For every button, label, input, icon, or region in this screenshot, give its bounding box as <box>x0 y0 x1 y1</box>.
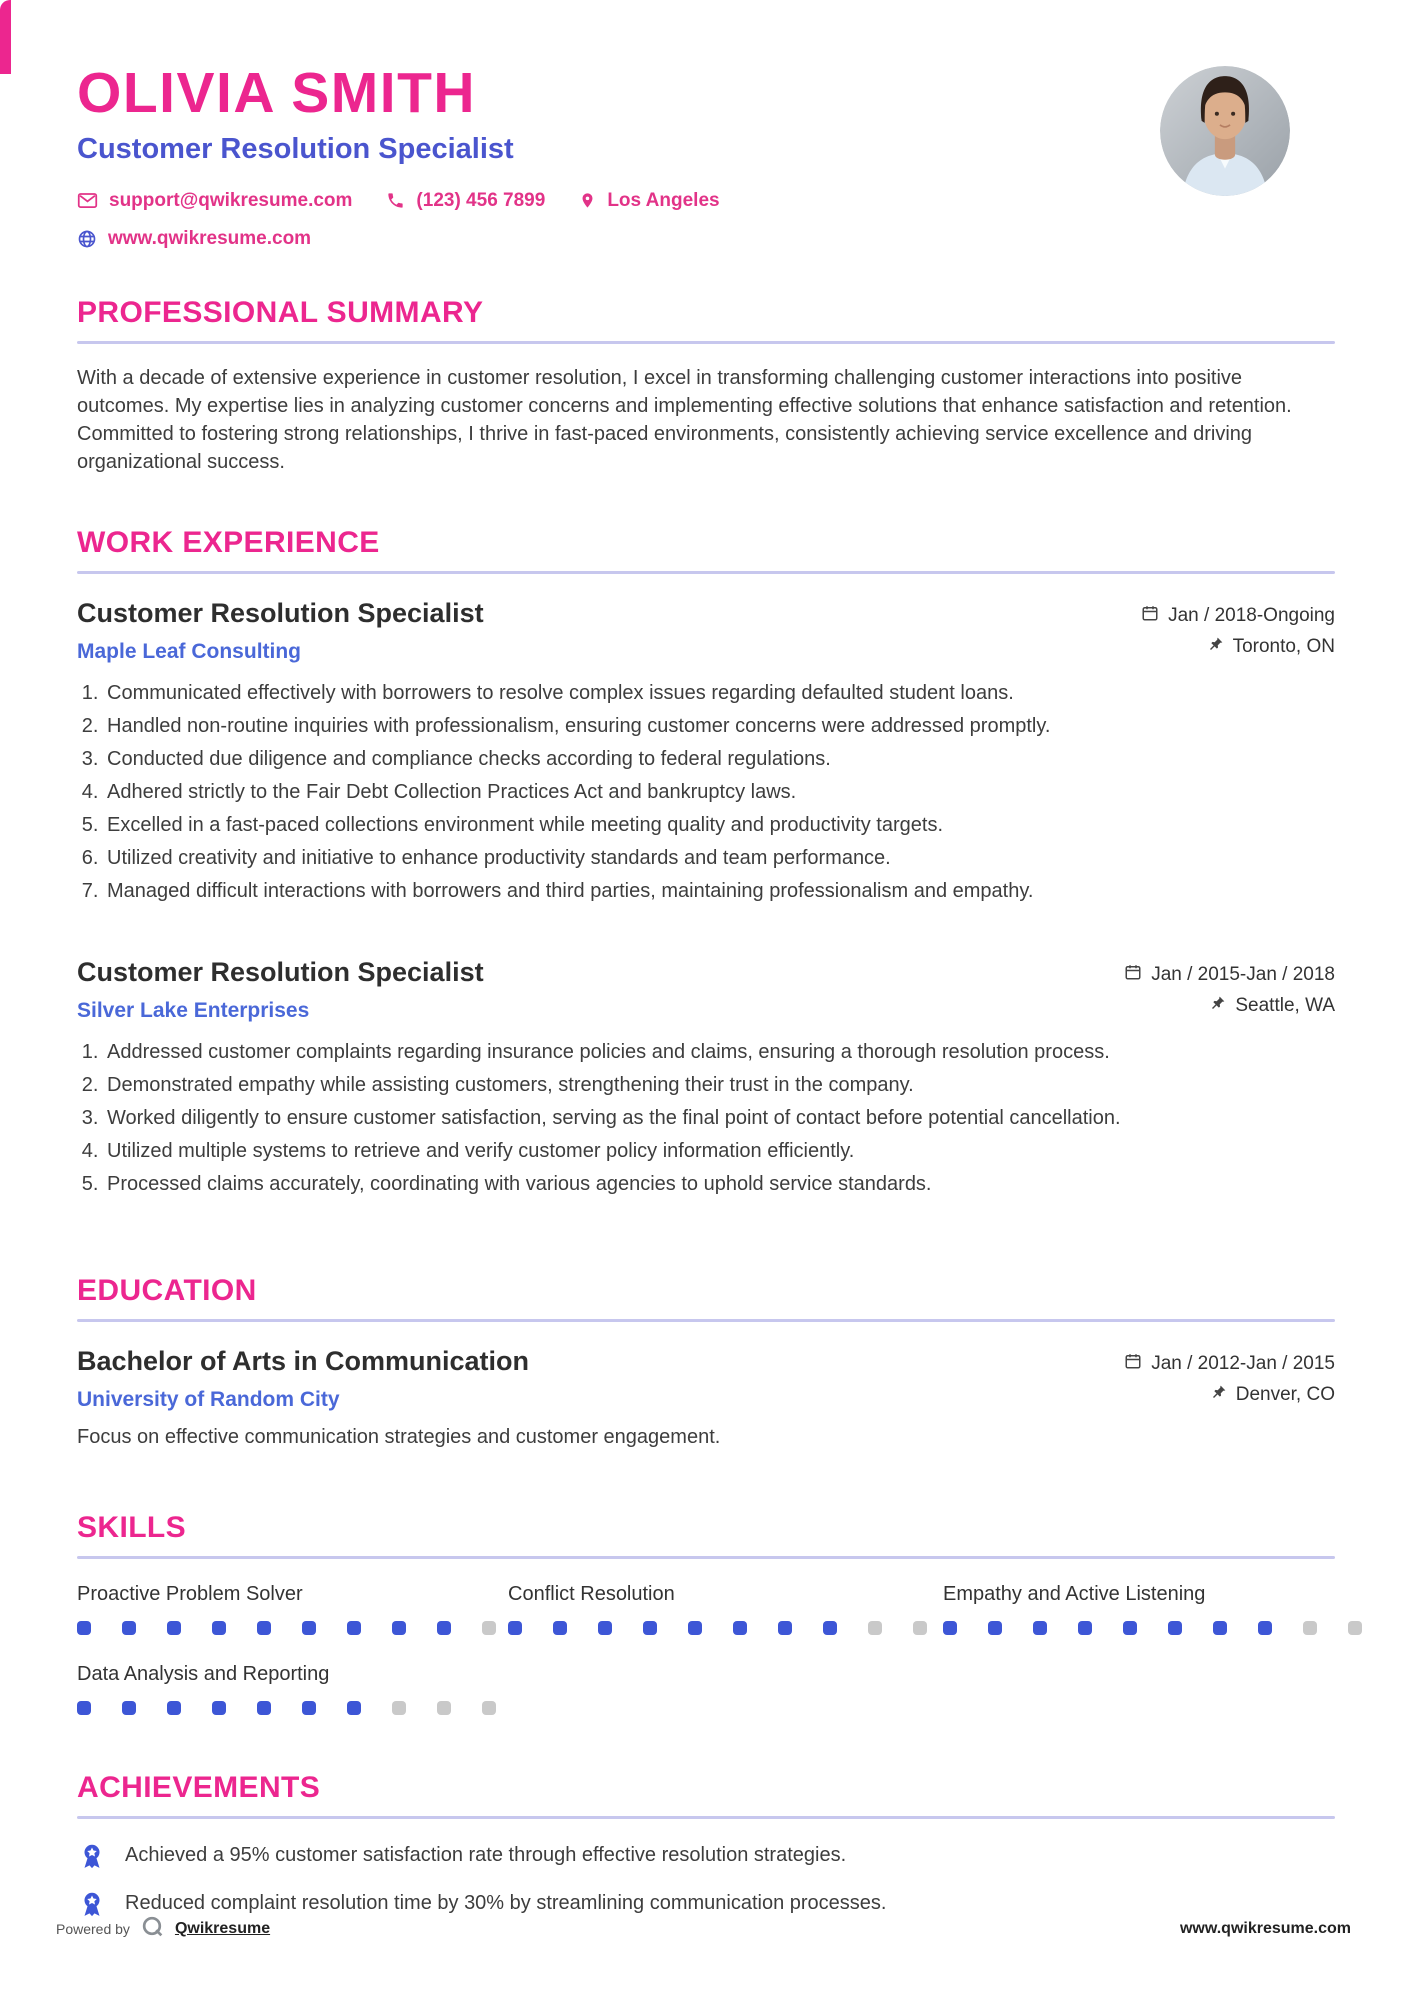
rating-dot-filled <box>778 1621 792 1635</box>
rating-dot-filled <box>1213 1621 1227 1635</box>
job-title: Customer Resolution Specialist <box>77 597 484 628</box>
globe-icon <box>77 229 97 249</box>
rating-dot-filled <box>598 1621 612 1635</box>
qwikresume-logo-icon <box>140 1914 165 1944</box>
skill-name: Data Analysis and Reporting <box>77 1662 330 1685</box>
degree-row <box>77 1346 1335 1377</box>
calendar-icon <box>1141 604 1159 628</box>
candidate-title: Customer Resolution Specialist <box>77 132 514 165</box>
job-title-row <box>77 598 1335 629</box>
rating-dot-filled <box>257 1701 271 1715</box>
education-heading: EDUCATION <box>77 1273 257 1307</box>
job-company: Silver Lake Enterprises <box>77 998 310 1022</box>
education-location <box>1211 1384 1335 1406</box>
rating-dot-filled <box>1078 1621 1092 1635</box>
job-bullet: 4. Adhered strictly to the Fair Debt Collection Practices Act and bankruptcy laws. <box>104 779 1335 806</box>
school-row <box>77 1379 1335 1412</box>
rating-dot-filled <box>1033 1621 1047 1635</box>
job-entry <box>77 598 1335 905</box>
rating-dot-empty <box>392 1701 406 1715</box>
job-dates <box>1124 963 1335 987</box>
footer <box>56 1914 1351 1944</box>
job-title: Customer Resolution Specialist <box>77 956 484 987</box>
rating-dot-empty <box>913 1621 927 1635</box>
job-location <box>1210 995 1335 1017</box>
phone-link[interactable] <box>386 190 545 212</box>
pushpin-icon <box>1210 995 1226 1017</box>
job-location-text: Toronto, ON <box>1232 636 1335 658</box>
rating-dot-empty <box>1348 1621 1362 1635</box>
skill-name: Empathy and Active Listening <box>943 1582 1206 1605</box>
degree-title: Bachelor of Arts in Communication <box>77 1345 530 1376</box>
experience-heading: WORK EXPERIENCE <box>77 525 380 559</box>
skill-name: Conflict Resolution <box>508 1582 675 1605</box>
job-location-text: Seattle, WA <box>1235 995 1335 1017</box>
job-bullet: 3. Worked diligently to ensure customer satisfaction, serving as the final point of contact before potential cancellation. <box>104 1105 1335 1132</box>
rating-dot-filled <box>437 1621 451 1635</box>
job-dates-text: Jan / 2015-Jan / 2018 <box>1151 963 1335 985</box>
location-text: Los Angeles <box>607 189 720 211</box>
rating-dot-filled <box>733 1621 747 1635</box>
contact-row-primary <box>77 190 720 212</box>
education-dates <box>1124 1352 1335 1376</box>
rating-dot-empty <box>482 1701 496 1715</box>
summary-divider <box>77 341 1335 344</box>
rating-dot-empty <box>868 1621 882 1635</box>
rating-dot-filled <box>167 1701 181 1715</box>
rating-dot-filled <box>508 1621 522 1635</box>
job-dates-text: Jan / 2018-Ongoing <box>1168 604 1335 626</box>
achievements-divider <box>77 1816 1335 1819</box>
calendar-icon <box>1124 963 1142 987</box>
rating-dot-filled <box>1258 1621 1272 1635</box>
skill-rating <box>943 1621 1362 1635</box>
job-company-row <box>77 990 1335 1023</box>
page-corner-accent <box>0 0 11 74</box>
skills-grid <box>77 1583 1335 1715</box>
education-entry <box>77 1346 1335 1449</box>
powered-by-label: Powered by <box>56 1921 130 1937</box>
rating-dot-filled <box>347 1701 361 1715</box>
job-bullet: 4. Utilized multiple systems to retrieve and verify customer policy information efficiently. <box>104 1138 1335 1165</box>
avatar <box>1160 66 1290 196</box>
summary-heading: PROFESSIONAL SUMMARY <box>77 295 484 329</box>
skills-section <box>77 1511 1335 1715</box>
job-bullet: 6. Utilized creativity and initiative to enhance productivity standards and team performance. <box>104 845 1335 872</box>
rating-dot-filled <box>1168 1621 1182 1635</box>
experience-divider <box>77 571 1335 574</box>
skills-divider <box>77 1556 1335 1559</box>
email-icon <box>77 190 98 211</box>
qwikresume-brand-link[interactable]: Qwikresume <box>174 1920 271 1937</box>
job-bullet: 5. Processed claims accurately, coordinating with various agencies to uphold service standards. <box>104 1171 1335 1198</box>
job-bullet: 2. Demonstrated empathy while assisting customers, strengthening their trust in the company. <box>104 1072 1335 1099</box>
achievements-heading: ACHIEVEMENTS <box>77 1770 321 1804</box>
achievement-text: Reduced complaint resolution time by 30% by streamlining communication processes. <box>125 1892 887 1915</box>
rating-dot-filled <box>347 1621 361 1635</box>
skill-item <box>77 1663 508 1715</box>
rating-dot-filled <box>122 1701 136 1715</box>
skill-rating <box>77 1701 508 1715</box>
job-bullet: 1. Addressed customer complaints regarding insurance policies and claims, ensuring a thorough resolution process. <box>104 1039 1335 1066</box>
website-link[interactable] <box>77 228 311 250</box>
pushpin-icon <box>1211 1384 1227 1406</box>
phone-icon <box>386 191 405 210</box>
rating-dot-filled <box>302 1621 316 1635</box>
rating-dot-filled <box>988 1621 1002 1635</box>
summary-text: With a decade of extensive experience in customer resolution, I excel in transforming challenging customer interactions into positive outcomes. My expertise lies in analyzing customer concerns and implementing effective solutions that enhance satisfaction and retention. Committed to fostering strong relationships, I thrive in fast-paced environments, consistently achieving service excellence and driving organizational success. <box>77 366 1292 473</box>
summary-section <box>77 296 1335 476</box>
rating-dot-filled <box>77 1701 91 1715</box>
rating-dot-empty <box>1303 1621 1317 1635</box>
job-bullet: 7. Managed difficult interactions with borrowers and third parties, maintaining professionalism and empathy. <box>104 878 1335 905</box>
rating-dot-filled <box>77 1621 91 1635</box>
rating-dot-filled <box>643 1621 657 1635</box>
job-location <box>1208 636 1335 658</box>
medal-icon <box>77 1841 107 1871</box>
skill-item <box>508 1583 943 1635</box>
achievements-list <box>77 1841 1335 1919</box>
skill-name: Proactive Problem Solver <box>77 1582 303 1605</box>
job-entry <box>77 957 1335 1198</box>
footer-branding <box>56 1914 270 1944</box>
education-dates-text: Jan / 2012-Jan / 2015 <box>1151 1352 1335 1374</box>
candidate-name: OLIVIA SMITH <box>77 61 477 125</box>
achievements-section <box>77 1771 1335 1919</box>
website-text: www.qwikresume.com <box>108 227 312 249</box>
rating-dot-filled <box>943 1621 957 1635</box>
job-bullet: 5. Excelled in a fast-paced collections environment while meeting quality and productivity targets. <box>104 812 1335 839</box>
rating-dot-filled <box>167 1621 181 1635</box>
skill-item <box>77 1583 508 1635</box>
education-description: Focus on effective communication strategies and customer engagement. <box>77 1425 721 1448</box>
skill-item <box>943 1583 1362 1635</box>
rating-dot-filled <box>392 1621 406 1635</box>
phone-text: (123) 456 7899 <box>416 189 546 211</box>
email-link[interactable] <box>77 190 352 212</box>
rating-dot-filled <box>823 1621 837 1635</box>
rating-dot-filled <box>122 1621 136 1635</box>
job-bullet: 1. Communicated effectively with borrowers to resolve complex issues regarding defaulted student loans. <box>104 680 1335 707</box>
rating-dot-filled <box>212 1701 226 1715</box>
job-bullet-list <box>77 1039 1335 1198</box>
calendar-icon <box>1124 1352 1142 1376</box>
footer-website-link[interactable]: www.qwikresume.com <box>1179 1920 1351 1937</box>
header <box>77 61 1335 250</box>
school-name: University of Random City <box>77 1387 340 1411</box>
skill-rating <box>508 1621 943 1635</box>
achievement-text: Achieved a 95% customer satisfaction rate through effective resolution strategies. <box>125 1844 847 1867</box>
email-text: support@qwikresume.com <box>109 189 353 211</box>
job-company-row <box>77 631 1335 664</box>
rating-dot-filled <box>553 1621 567 1635</box>
rating-dot-filled <box>1123 1621 1137 1635</box>
job-company: Maple Leaf Consulting <box>77 639 302 663</box>
location-item <box>579 190 719 212</box>
job-bullet: 2. Handled non-routine inquiries with professionalism, ensuring customer concerns were addressed promptly. <box>104 713 1335 740</box>
education-divider <box>77 1319 1335 1322</box>
skills-heading: SKILLS <box>77 1510 187 1544</box>
job-title-row <box>77 957 1335 988</box>
location-pin-icon <box>579 192 596 209</box>
contact-row-secondary <box>77 228 720 250</box>
job-bullet: 3. Conducted due diligence and compliance checks according to federal regulations. <box>104 746 1335 773</box>
skill-rating <box>77 1621 508 1635</box>
rating-dot-filled <box>257 1621 271 1635</box>
education-location-text: Denver, CO <box>1235 1384 1335 1406</box>
pushpin-icon <box>1208 636 1224 658</box>
job-dates <box>1141 604 1335 628</box>
job-bullet-list <box>77 680 1335 905</box>
rating-dot-empty <box>482 1621 496 1635</box>
education-section <box>77 1274 1335 1449</box>
header-identity <box>77 61 720 250</box>
achievement-item <box>77 1841 1335 1871</box>
rating-dot-filled <box>302 1701 316 1715</box>
experience-section <box>77 526 1335 1198</box>
rating-dot-filled <box>688 1621 702 1635</box>
rating-dot-filled <box>212 1621 226 1635</box>
rating-dot-empty <box>437 1701 451 1715</box>
